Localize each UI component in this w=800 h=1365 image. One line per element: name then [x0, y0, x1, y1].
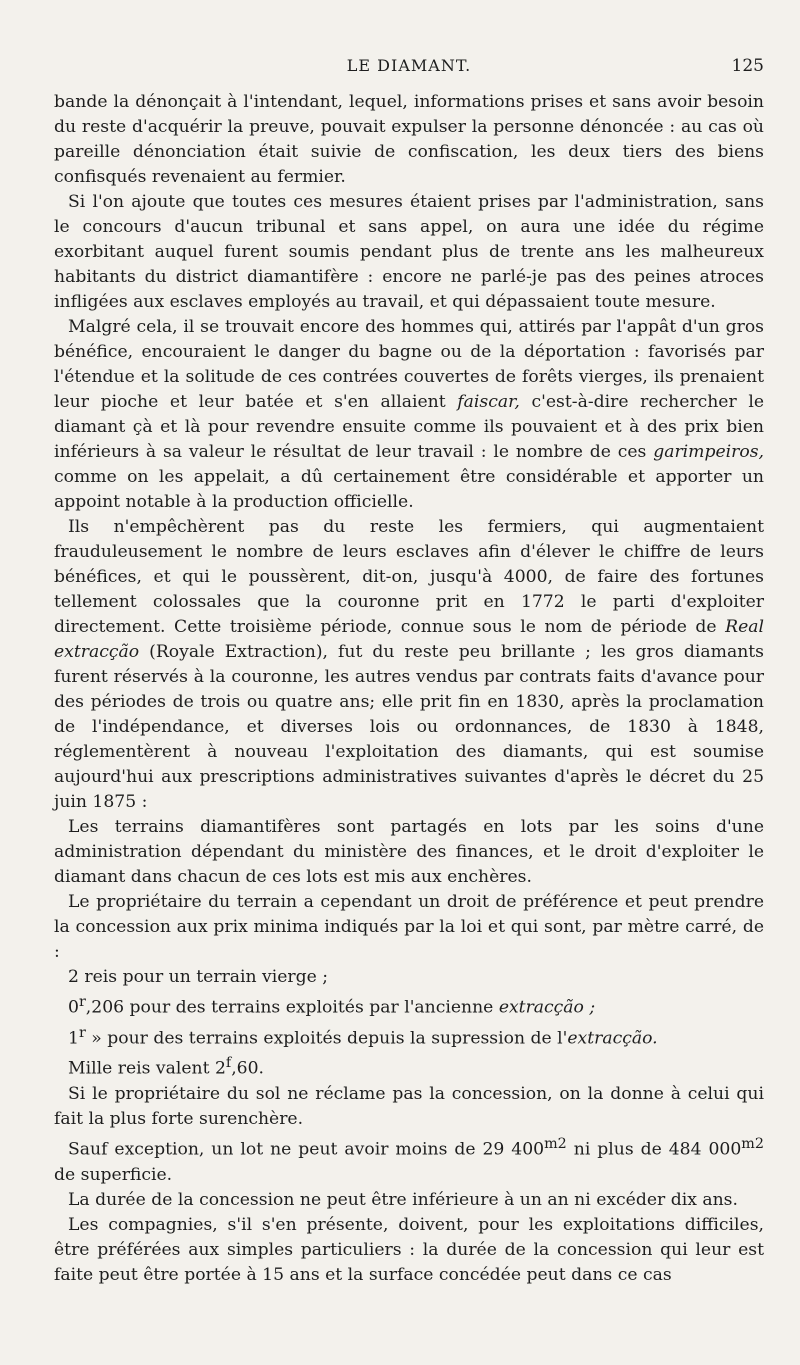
paragraph: Les compagnies, s'il s'en présente, doivent, pour les exploitations difficiles, être préférées aux simples particuliers : la durée de la concession qui leur est faite peut être portée à 15 ans et la surface concédée peut dans ce cas — [54, 1214, 764, 1285]
italic-term: garimpeiros, — [653, 442, 764, 462]
italic-term: extracção ; — [498, 997, 596, 1018]
paragraph: Le propriétaire du terrain a cependant un droit de préférence et peut prendre la concession aux prix minima indiqués par la loi et qui sont, par mètre carré, de : — [54, 892, 764, 962]
paragraph: 1$^r$ » pour des terrains exploités depuis la supression de l'extracção. — [68, 1024, 658, 1049]
paragraph: bande la dénonçait à l'intendant, lequel, informations prises et sans avoir besoin du reste d'acquérir la preuve, pouvait expulser la personne dénoncée : au cas où pareille dénonciation était suivie de confiscation, les deux tiers des biens confisqués revenaient au fermier. — [54, 92, 764, 187]
italic-term: faiscar, — [457, 392, 520, 412]
italic-term: Real extracção — [54, 617, 764, 662]
paragraph: 0$^r$,206 pour des terrains exploités par l'ancienne extracção ; — [68, 994, 596, 1018]
paragraph: Les terrains diamantifères sont partagés en lots par les soins d'une administration dépendant du ministère des finances, et le droit d'exploiter le diamant dans chacun de ces lots est mis aux enchères. — [54, 817, 764, 887]
italic-term: extracção. — [567, 1028, 658, 1049]
paragraph: Sauf exception, un lot ne peut avoir moins de 29 $400^{m2}$ ni plus de 484 $000^{m2}$ de superficie. — [54, 1136, 764, 1185]
paragraph: Si l'on ajoute que toutes ces mesures étaient prises par l'administration, sans le concours d'aucun tribunal et sans appel, on aura une idée du régime exorbitant auquel furent soumis pendant plus de trente ans les malheureux habitants du district diamantifère : encore ne parlé-je pas des peines atroces infligées aux esclaves employés au travail, et qui dépassaient toute mesure. — [54, 192, 764, 312]
paragraph: Ils n'empêchèrent pas du reste les fermiers, qui augmentaient frauduleusement le nombre de leurs esclaves afin d'élever le chiffre de leurs bénéfices, et qui le poussèrent, dit-on, jusqu'à 4000, de faire des fortunes tellement colossales que la couronne prit en 1772 le parti d'exploiter directement. Cette troisième période, connue sous le nom de période de Real extracção (Royale Extraction), fut du reste peu brillante ; les gros diamants furent réservés à la couronne, les autres vendus par contrats faits d'avance pour des périodes de trois ou quatre ans; elle prit fin en 1830, après la proclamation de l'indépendance, et diverses lois ou ordonnances, de 1830 à 1848, réglementèrent à nouveau l'exploitation des diamants, qui est soumise aujourd'hui aux prescriptions administratives suivantes d'après le décret du 25 juin 1875 : — [54, 517, 764, 812]
paragraph: La durée de la concession ne peut être inférieure à un an ni excéder dix ans. — [68, 1189, 738, 1210]
paragraph: Malgré cela, il se trouvait encore des hommes qui, attirés par l'appât d'un gros bénéfice, encouraient le danger du bagne ou de la déportation : favorisés par l'étendue et la solitude de ces contrées couvertes de forêts vierges, ils prenaient leur pioche et leur batée et s'en allaient faiscar, c'est-à-dire rechercher le diamant çà et là pour revendre ensuite comme ils pouvaient et à des prix bien inférieurs à sa valeur le résultat de leur travail : le nombre de ces garimpeiros, comme on les appelait, a dû certainement être considérable et apporter un appoint notable à la production officielle. — [54, 317, 764, 512]
paragraph: Mille reis valent 2$^f$,60. — [68, 1055, 265, 1080]
page-header — [54, 56, 764, 80]
paragraph: 2 reis pour un terrain vierge ; — [68, 967, 329, 987]
running-title: LE DIAMANT. — [346, 56, 472, 75]
page-number: 125 — [731, 56, 764, 76]
paragraph: Si le propriétaire du sol ne réclame pas la concession, on la donne à celui qui fait la plus forte surenchère. — [54, 1084, 764, 1130]
body-text — [54, 90, 764, 1288]
